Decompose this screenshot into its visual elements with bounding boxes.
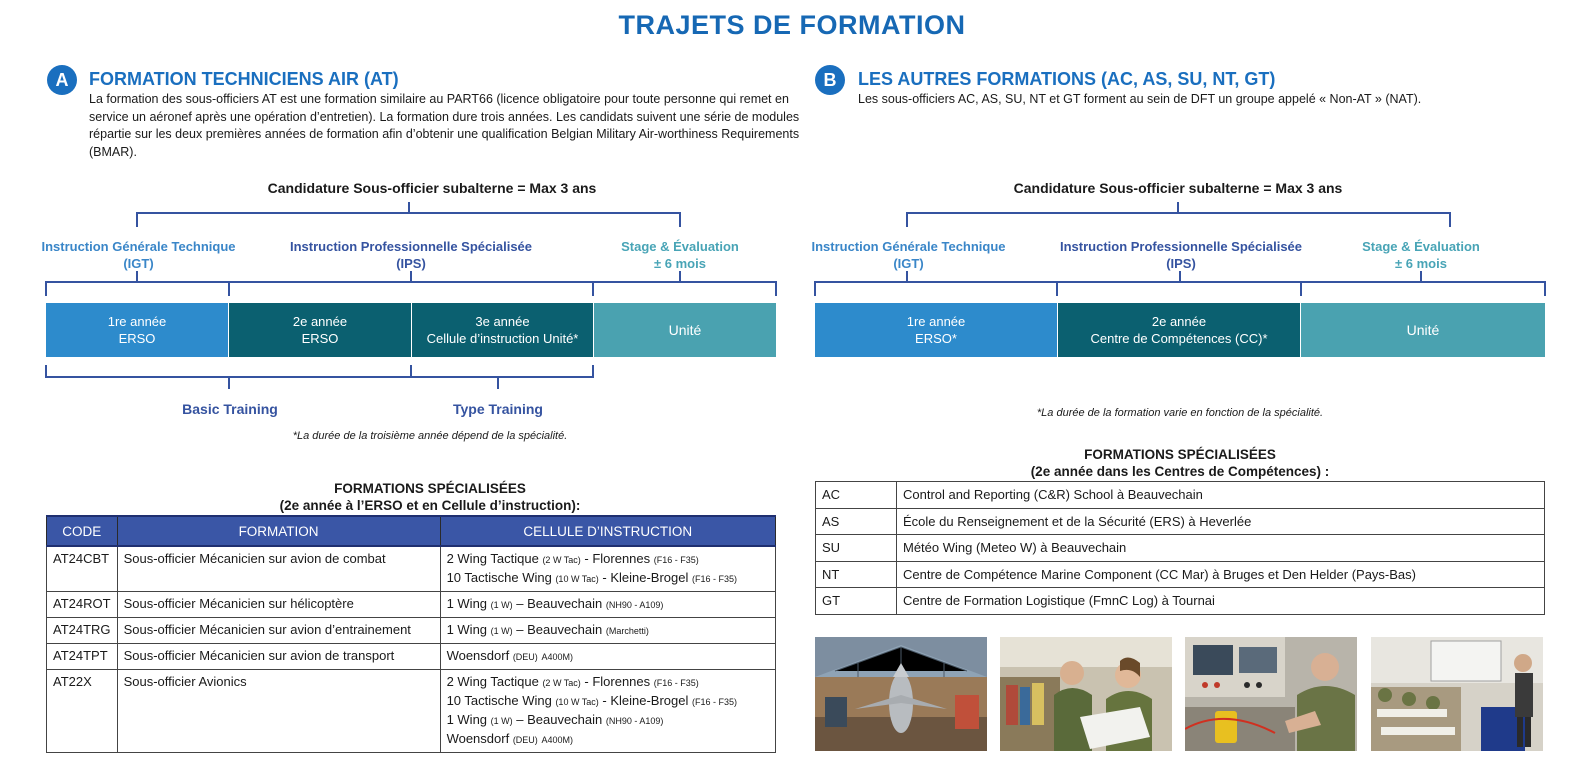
col-header-cellule: CELLULE D’INSTRUCTION [440,516,775,546]
cellule-line: 10 Tactische Wing (10 W Tac) - Kleine-Brogel (F16 - F35) [446,693,738,708]
cellule-line: 1 Wing (1 W) – Beauvechain (NH90 - A109) [446,596,664,611]
table-row [816,535,1545,562]
col-header-formation: FORMATION [117,516,440,546]
phase-ips-a: Instruction Professionnelle Spécialisée (IPS) [289,239,533,271]
cell-school: Control and Reporting (C&R) School à Beauvechain [897,482,1545,509]
table-a-body [47,546,776,753]
cellule-line: 10 Tactische Wing (10 W Tac) - Kleine-Brogel (F16 - F35) [446,570,738,585]
phase-igt-b: Instruction Générale Technique (IGT) [811,239,1006,271]
section-a-title: FORMATION TECHNICIENS AIR (AT) [89,69,399,89]
section-a-badge: A [47,65,77,95]
table-row [47,618,776,644]
photo-students-studying [1000,637,1172,751]
cell-cellule [440,546,775,592]
table-row [47,546,776,592]
candidature-bracket-b [907,213,1450,227]
basic-training-label: Basic Training [182,401,278,417]
cell-formation: Sous-officier Mécanicien sur avion de combat [117,546,440,592]
candidature-label-a: Candidature Sous-officier subalterne = Max 3 ans [267,180,597,196]
cell-code: NT [816,561,897,588]
table-row [816,482,1545,509]
formations-table-b [815,481,1545,615]
cell-code: AT24ROT [47,592,118,618]
table-row [816,588,1545,615]
photo-electronics-lab [1185,637,1357,751]
table-row [816,508,1545,535]
cell-school: Centre de Formation Logistique (FmnC Log) à Tournai [897,588,1545,615]
formations-table-a [46,515,776,753]
col-header-code: CODE [47,516,118,546]
cellule-line: 1 Wing (1 W) – Beauvechain (NH90 - A109) [446,712,664,727]
cell-code: AC [816,482,897,509]
phase-bracket-a [46,282,776,296]
phase-bracket-b-ticks [907,271,1421,296]
page-title: TRAJETS DE FORMATION [618,10,966,40]
cellule-line: Woensdorf (DEU) A400M) [446,648,573,663]
cell-cellule [440,670,775,753]
note-a: *La durée de la troisième année dépend de la spécialité. [292,430,568,442]
phase-stage-b: Stage & Évaluation ± 6 mois [1362,239,1480,271]
cell-formation: Sous-officier Mécanicien sur hélicoptère [117,592,440,618]
bar-b-unite: Unité [1301,303,1545,357]
training-bracket-a [46,365,593,377]
cell-code: AT22X [47,670,118,753]
cell-code: AT24CBT [47,546,118,592]
cell-code: GT [816,588,897,615]
bar-a-year3: 3e année Cellule d’instruction Unité* [412,303,593,357]
phase-bracket-a-ticks [137,271,680,296]
cell-cellule [440,644,775,670]
cell-formation: Sous-officier Mécanicien sur avion d’entrainement [117,618,440,644]
table-row [47,644,776,670]
cell-code: AS [816,508,897,535]
cell-code: AT24TRG [47,618,118,644]
note-b: *La durée de la formation varie en fonction de la spécialité. [1036,407,1324,419]
candidature-bracket-a [137,213,680,227]
photo-classroom-instructor [1371,637,1543,751]
cell-cellule [440,618,775,644]
photo-hangar-aircraft [815,637,987,751]
spec-title-a: FORMATIONS SPÉCIALISÉES (2e année à l’ERSO et en Cellule d’instruction): [279,481,581,513]
section-b-title: LES AUTRES FORMATIONS (AC, AS, SU, NT, GT) [858,69,1276,89]
bar-b-year2: 2e année Centre de Compétences (CC)* [1058,303,1300,357]
spec-title-b: FORMATIONS SPÉCIALISÉES (2e année dans les Centres de Compétences) : [1030,447,1330,479]
phase-ips-b: Instruction Professionnelle Spécialisée (IPS) [1059,239,1303,271]
table-row [816,561,1545,588]
phase-bracket-b [815,282,1545,296]
cellule-line: 2 Wing Tactique (2 W Tac) - Florennes (F16 - F35) [446,674,699,689]
bar-b-year1: 1re année ERSO* [815,303,1057,357]
cell-code: SU [816,535,897,562]
cell-school: École du Renseignement et de la Sécurité (ERS) à Heverlée [897,508,1545,535]
candidature-label-b: Candidature Sous-officier subalterne = Max 3 ans [1013,180,1343,196]
type-training-label: Type Training [453,401,543,417]
table-b-body [816,482,1545,615]
section-a-text: La formation des sous-officiers AT est une formation similaire au PART66 (licence obligatoire pour toute personne qui remet en service un aéronef après une opération d’entretien). La formation dure trois années. Les candidats suivent une série de modules répartie sur les deux premières années de formation afin d’obtenir une qualification Belgian Military Air-worthiness Requirements (BMAR). [89,92,800,159]
section-b-text: Les sous-officiers AC, AS, SU, NT et GT forment au sein de DFT un groupe appelé « Non-AT » (NAT). [858,92,1422,106]
bar-a-year1: 1re année ERSO [46,303,228,357]
cell-formation: Sous-officier Avionics [117,670,440,753]
cell-school: Météo Wing (Meteo W) à Beauvechain [897,535,1545,562]
cell-code: AT24TPT [47,644,118,670]
phase-igt-a: Instruction Générale Technique (IGT) [41,239,236,271]
phase-stage-a: Stage & Évaluation ± 6 mois [621,239,739,271]
cellule-line: 1 Wing (1 W) – Beauvechain (Marchetti) [446,622,649,637]
bar-a-year2: 2e année ERSO [229,303,411,357]
cell-cellule [440,592,775,618]
training-bracket-a-ticks [229,365,498,389]
section-b-badge: B [815,65,845,95]
cellule-line: Woensdorf (DEU) A400M) [446,731,573,746]
table-row [47,670,776,753]
bar-a-unite: Unité [594,303,776,357]
cell-school: Centre de Compétence Marine Component (CC Mar) à Bruges et Den Helder (Pays-Bas) [897,561,1545,588]
cell-formation: Sous-officier Mécanicien sur avion de transport [117,644,440,670]
table-row [47,592,776,618]
cellule-line: 2 Wing Tactique (2 W Tac) - Florennes (F16 - F35) [446,551,699,566]
